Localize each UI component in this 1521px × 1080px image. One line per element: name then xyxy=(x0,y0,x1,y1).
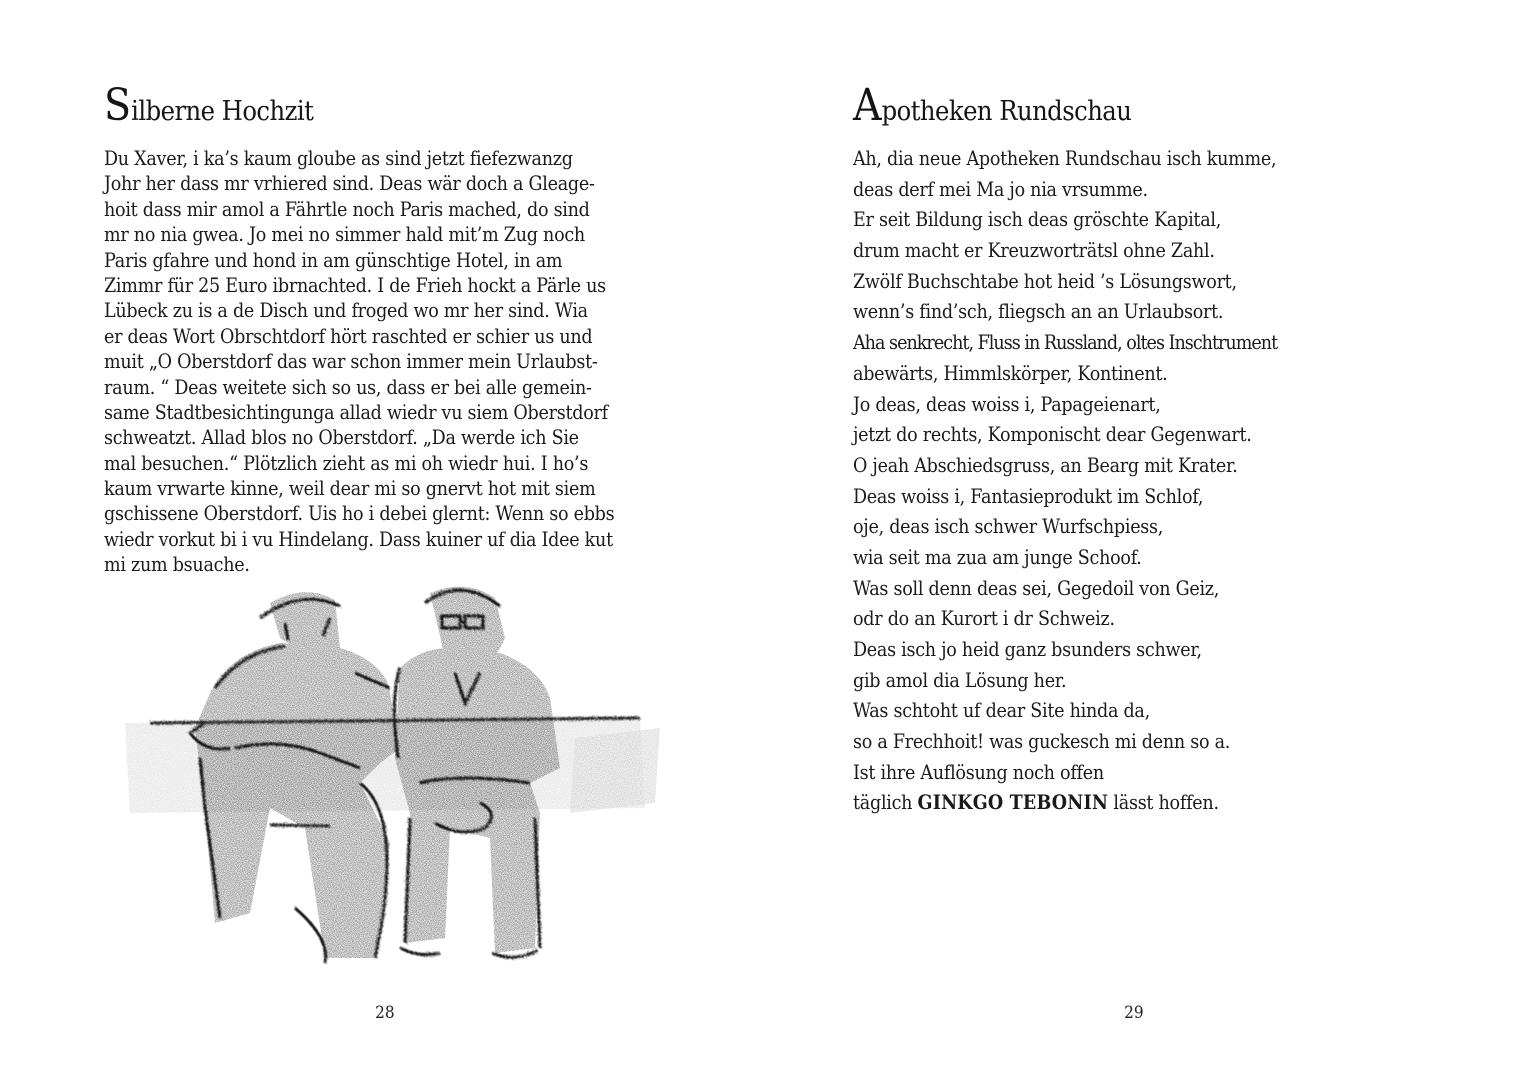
text-line: wiedr vorkut bi i vu Hindelang. Dass kuiner uf dia Idee kut xyxy=(104,527,613,551)
verse-line: Was soll denn deas sei, Gegedoil von Geiz, xyxy=(853,576,1220,600)
text-line: muit „O Oberstdorf das war schon immer mein Urlaubst- xyxy=(104,350,598,374)
poem-text xyxy=(853,144,1303,819)
text-line: Lübeck zu is a de Disch und froged wo mr her sind. Wia xyxy=(104,299,588,323)
verse-line: gib amol dia Lösung her. xyxy=(853,668,1067,692)
story-text xyxy=(104,146,671,578)
text-line: Paris gfahre und hond in am günschtige Hotel, in am xyxy=(104,248,563,272)
page-number: 28 xyxy=(375,1003,395,1023)
text-line: mal besuchen.“ Plötzlich zieht as mi oh wiedr hui. I ho’s xyxy=(104,451,589,475)
story-title xyxy=(104,80,313,131)
text-line: kaum vrwarte kinne, weil dear mi so gnervt hot mit siem xyxy=(104,477,596,501)
text-line: er deas Wort Obrschtdorf hört raschted er schier us und xyxy=(104,324,593,348)
verse-line: Deas isch jo heid ganz bsunders schwer, xyxy=(853,638,1202,661)
title-rest: potheken Rundschau xyxy=(881,96,1132,127)
verse-line: so a Frechhoit! was guckesch mi denn so a. xyxy=(853,730,1231,754)
verse-line: odr do an Kurort i dr Schweiz. xyxy=(853,607,1115,631)
verse-line: Zwölf Buchschtabe hot heid ’s Lösungswort, xyxy=(853,269,1237,293)
title-initial: S xyxy=(104,80,132,131)
text-line: raum. “ Deas weitete sich so us, dass er bei alle gemein- xyxy=(104,375,592,399)
poem-title xyxy=(853,80,1131,131)
text-line: Zimmr für 25 Euro ibrnachted. I de Frieh hockt a Pärle us xyxy=(104,273,606,297)
text-line: mi zum bsuache. xyxy=(104,553,250,577)
text-line: hoit dass mir amol a Fährtle noch Paris mached, do sind xyxy=(104,197,590,221)
page-number: 29 xyxy=(1124,1003,1144,1023)
verse-line: Er seit Bildung isch deas gröschte Kapital, xyxy=(853,208,1222,232)
verse-line: abewärts, Himmlskörper, Kontinent. xyxy=(853,361,1168,385)
verse-line: Aha senkrecht, Fluss in Russland, oltes Inschtrument xyxy=(853,331,1278,355)
verse-line: Deas woiss i, Fantasieprodukt im Schlof, xyxy=(853,484,1204,508)
verse-line: Ist ihre Auflösung noch offen xyxy=(853,760,1104,784)
verse-line: wia seit ma zua am junge Schoof. xyxy=(853,545,1142,569)
verse-line-last xyxy=(853,788,1303,819)
verse-line: drum macht er Kreuzworträtsl ohne Zahl. xyxy=(853,239,1215,263)
left-page xyxy=(0,0,760,1080)
text-line: Du Xaver, i ka’s kaum gloube as sind jetzt fiefezwanzg xyxy=(104,147,573,170)
right-figure xyxy=(394,587,560,958)
text-line: gschissene Oberstdorf. Uis ho i debei glernt: Wenn so ebbs xyxy=(104,502,615,526)
text-line: schweatzt. Allad blos no Oberstdorf. „Da werde ich Sie xyxy=(104,426,579,450)
brand-name: GINKGO TEBONIN xyxy=(917,791,1109,815)
verse-line: wenn’s find’sch, fliegsch an an Urlaubsort. xyxy=(853,300,1224,324)
verse-line: O jeah Abschiedsgruss, an Bearg mit Krater. xyxy=(853,453,1238,477)
illustration-two-men-on-bench xyxy=(120,578,670,983)
title-rest: ilberne Hochzit xyxy=(131,96,314,127)
verse-line: Was schtoht uf dear Site hinda da, xyxy=(853,699,1150,723)
verse-line: Jo deas, deas woiss i, Papageienart, xyxy=(853,392,1161,416)
last-line-suffix: lässt hoffen. xyxy=(1108,791,1219,815)
verse-line: oje, deas isch schwer Wurfschpiess, xyxy=(853,515,1164,539)
verse-line: Ah, dia neue Apotheken Rundschau isch kumme, xyxy=(853,147,1277,170)
title-initial: A xyxy=(853,80,882,131)
text-line: same Stadtbesichtingunga allad wiedr vu siem Oberstdorf xyxy=(104,400,608,424)
verse-line: jetzt do rechts, Komponischt dear Gegenwart. xyxy=(853,423,1252,447)
right-page xyxy=(760,0,1521,1080)
text-line: mr no nia gwea. Jo mei no simmer hald mit’m Zug noch xyxy=(104,223,585,247)
verse-line: deas derf mei Ma jo nia vrsumme. xyxy=(853,177,1148,201)
last-line-prefix: täglich xyxy=(853,791,918,815)
text-line: Johr her dass mr vrhiered sind. Deas wär doch a Gleage- xyxy=(104,172,595,196)
